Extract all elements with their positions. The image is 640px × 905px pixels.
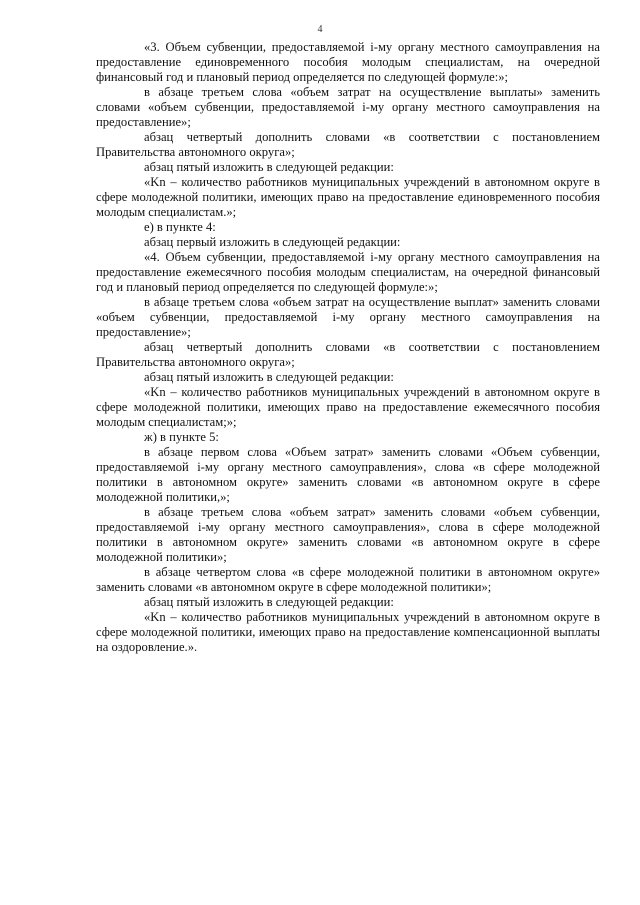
- paragraph: в абзаце третьем слова «объем затрат на осуществление выплат» заменить словами «объем субвенции, предоставляемой i-му органу местного самоуправления на предоставление»;: [96, 295, 600, 339]
- paragraph: абзац четвертый дополнить словами «в соответствии с постановлением Правительства автономного округа»;: [96, 340, 600, 369]
- paragraph: абзац четвертый дополнить словами «в соответствии с постановлением Правительства автономного округа»;: [96, 130, 600, 159]
- paragraph: «Kn – количество работников муниципальных учреждений в автономном округе в сфере молодежной политики, имеющих право на предоставление единовременного пособия молодым специалистам.»;: [96, 175, 600, 219]
- paragraph: «4. Объем субвенции, предоставляемой i-му органу местного самоуправления на предоставление ежемесячного пособия молодым специалистам, на очередной финансовый год и плановый период определяется по следующей формуле:»;: [96, 250, 600, 294]
- paragraph: абзац первый изложить в следующей редакции:: [144, 235, 401, 249]
- document-body: [96, 40, 600, 655]
- paragraph: ж) в пункте 5:: [144, 430, 219, 444]
- paragraph: в абзаце первом слова «Объем затрат» заменить словами «Объем субвенции, предоставляемой i-му органу местного самоуправления», слова «в сфере молодежной политики в автономном округе» заменить словами «в автономном округе в сфере молодежной политики,»;: [96, 445, 600, 504]
- paragraph: абзац пятый изложить в следующей редакции:: [144, 595, 394, 609]
- paragraph: «3. Объем субвенции, предоставляемой i-му органу местного самоуправления на предоставление единовременного пособия молодым специалистам, на очередной финансовый год и плановый период определяется по следующей формуле:»;: [96, 40, 600, 84]
- paragraph: абзац пятый изложить в следующей редакции:: [144, 370, 394, 384]
- paragraph: абзац пятый изложить в следующей редакции:: [144, 160, 394, 174]
- page-number: 4: [317, 24, 323, 35]
- paragraph: в абзаце четвертом слова «в сфере молодежной политики в автономном округе» заменить словами «в автономном округе в сфере молодежной политики»;: [96, 565, 600, 594]
- paragraph: «Kn – количество работников муниципальных учреждений в автономном округе в сфере молодежной политики, имеющих право на предоставление ежемесячного пособия молодым специалистам;»;: [96, 385, 600, 429]
- paragraph: в абзаце третьем слова «объем затрат» заменить словами «объем субвенции, предоставляемой i-му органу местного самоуправления», слова в сфере молодежной политики в автономном округе» заменить словами «в автономном округе в сфере молодежной политики»;: [96, 505, 600, 564]
- paragraph: «Kn – количество работников муниципальных учреждений в автономном округе в сфере молодежной политики, имеющих право на предоставление компенсационной выплаты на оздоровление.».: [96, 610, 600, 654]
- paragraph: в абзаце третьем слова «объем затрат на осуществление выплаты» заменить словами «объем субвенции, предоставляемой i-му органу местного самоуправления на предоставление»;: [96, 85, 600, 129]
- paragraph: е) в пункте 4:: [144, 220, 216, 234]
